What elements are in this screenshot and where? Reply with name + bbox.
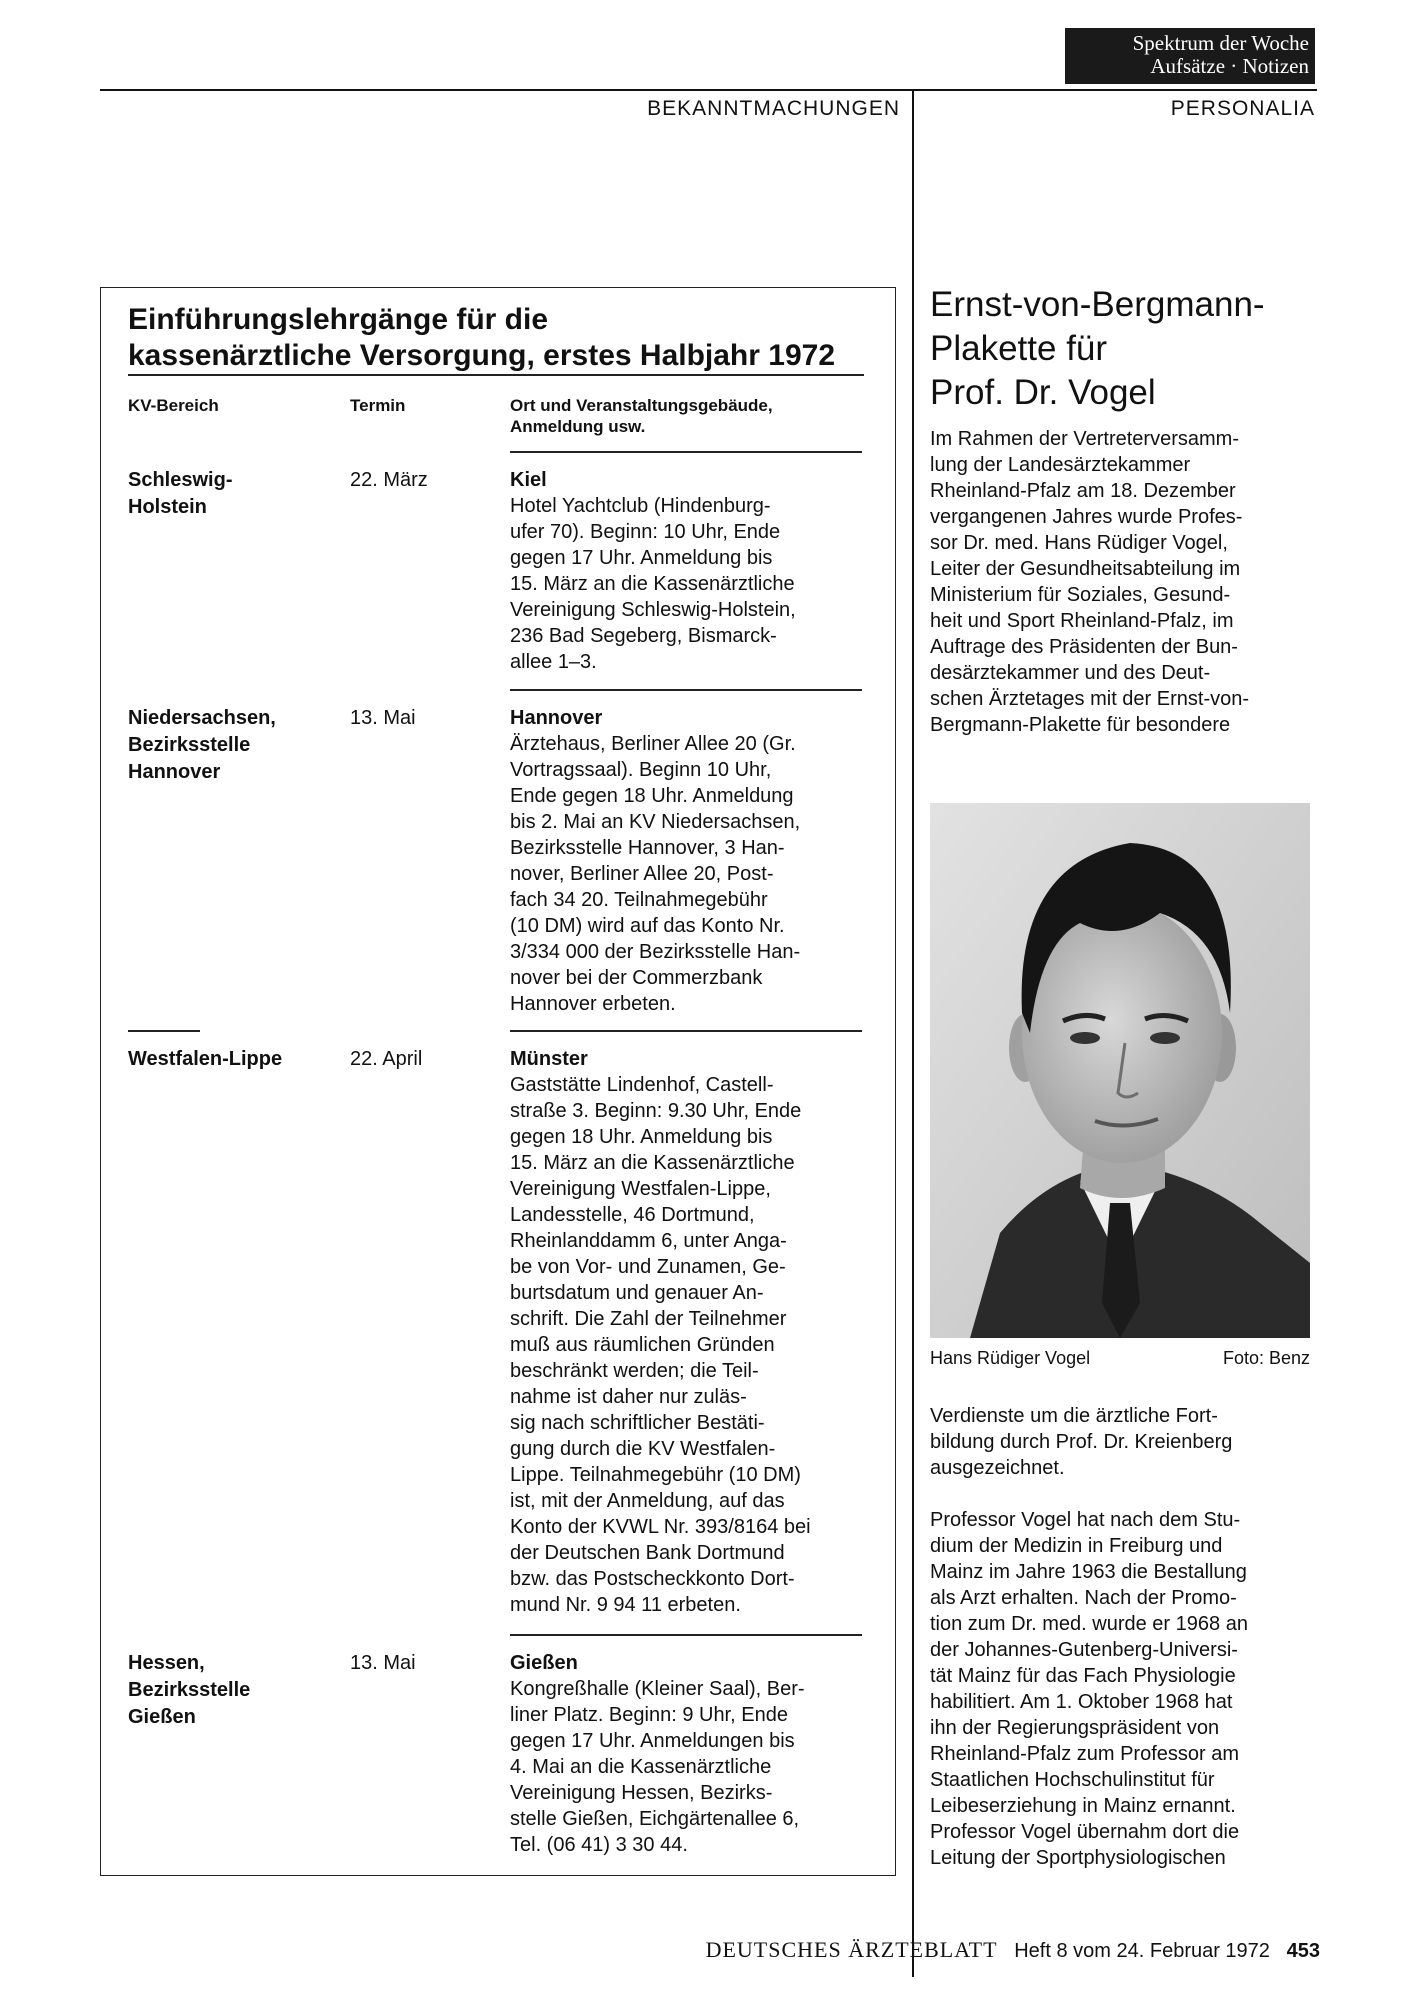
- row-venue: [510, 467, 862, 675]
- section-label-right: PERSONALIA: [1170, 97, 1315, 120]
- row-date: 22. April: [350, 1048, 423, 1070]
- title-rule: [128, 374, 864, 376]
- photo-credit: Foto: Benz: [1222, 1348, 1310, 1368]
- column-header-region: KV-Bereich: [128, 396, 219, 415]
- row-date: 22. März: [350, 469, 428, 491]
- top-rule: [100, 89, 1317, 91]
- journal-name: DEUTSCHES ÄRZTEBLATT: [705, 1937, 998, 1962]
- portrait-photo: [930, 803, 1310, 1338]
- column-header-venue: [510, 395, 862, 437]
- row-rule-short: [128, 1030, 200, 1032]
- row-venue: [510, 705, 862, 1017]
- row-date: 13. Mai: [350, 707, 416, 729]
- box-title: [128, 302, 868, 374]
- row-region: Schleswig- Holstein: [128, 469, 233, 518]
- photo-caption-name: Hans Rüdiger Vogel: [930, 1348, 1091, 1368]
- column-header-venue-line-1: Ort und Veranstaltungsgebäude,: [510, 396, 773, 415]
- issue-info: Heft 8 vom 24. Februar 1972: [1014, 1940, 1270, 1962]
- row-city: Münster: [510, 1048, 588, 1070]
- row-venue: [510, 1046, 862, 1618]
- column-divider: [912, 89, 914, 1977]
- row-city: Kiel: [510, 469, 547, 491]
- row-details: Ärztehaus, Berliner Allee 20 (Gr. Vortragssaal). Beginn 10 Uhr, Ende gegen 18 Uhr. Anmeldung bis 2. Mai an KV Niedersachsen, Bezirksstelle Hannover, 3 Han- nover, Berliner Allee 20, Post- fach 34 20. Teilnahmegebühr (10 DM) wird auf das Konto Nr. 3/334 000 der Bezirksstelle Han- nover bei der Commerzbank Hannover erbeten.: [510, 733, 801, 1015]
- section-badge: [1065, 28, 1315, 84]
- box-title-line-2: kassenärztliche Versorgung, erstes Halbjahr 1972: [128, 339, 836, 372]
- badge-line-2: Aufsätze · Notizen: [1150, 54, 1309, 78]
- header-rule: [510, 451, 862, 453]
- row-details: Gaststätte Lindenhof, Castell- straße 3. Beginn: 9.30 Uhr, Ende gegen 18 Uhr. Anmeldung bis 15. März an die Kassenärztliche Vereinigung Westfalen-Lippe, Landesstelle, 46 Dortmund, Rheinlanddamm 6, unter Anga- be von Vor- und Zunamen, Ge- burtsdatum und genauer An- schrift. Die Zahl der Teilnehmer muß aus räumlichen Gründen beschränkt werden; die Teil- nahme ist daher nur zuläs- sig nach schriftlicher Bestäti- gung durch die KV Westfalen- Lippe. Teilnahmegebühr (10 DM) ist, mit der Anmeldung, auf das Konto der KVWL Nr. 393/8164 bei der Deutschen Bank Dortmund bzw. das Postscheckkonto Dort- mund Nr. 9 94 11 erbeten.: [510, 1074, 811, 1616]
- row-rule: [510, 1634, 862, 1636]
- row-region: Westfalen-Lippe: [128, 1048, 283, 1070]
- row-details: Kongreßhalle (Kleiner Saal), Ber- liner Platz. Beginn: 9 Uhr, Ende gegen 17 Uhr. Anmeldungen bis 4. Mai an die Kassenärztliche Vereinigung Hessen, Bezirks- stelle Gießen, Eichgärtenallee 6, Tel. (06 41) 3 30 44.: [510, 1678, 805, 1856]
- article-paragraph-1: Im Rahmen der Vertreterversamm- lung der Landesärztekammer Rheinland-Pfalz am 18. Dezember vergangenen Jahres wurde Profes- sor Dr. med. Hans Rüdiger Vogel, Leiter der Gesundheitsabteilung im Ministerium für Soziales, Gesund- heit und Sport Rheinland-Pfalz, im Auftrage des Präsidenten der Bun- desärztekammer und des Deut- schen Ärztetages mit der Ernst-von- Bergmann-Plakette für besondere: [930, 428, 1250, 736]
- row-city: Gießen: [510, 1652, 578, 1674]
- row-rule: [510, 1030, 862, 1032]
- row-city: Hannover: [510, 707, 603, 729]
- column-header-date: Termin: [350, 396, 406, 415]
- footer-spacer: [1276, 1940, 1282, 1962]
- article-headline: Ernst-von-Bergmann- Plakette für Prof. Dr. Vogel: [930, 285, 1265, 412]
- section-label-left: BEKANNTMACHUNGEN: [647, 97, 900, 120]
- page-number: 453: [1286, 1940, 1320, 1962]
- row-rule: [510, 689, 862, 691]
- article-paragraph-3: Professor Vogel hat nach dem Stu- dium der Medizin in Freiburg und Mainz im Jahre 1963 die Bestallung als Arzt erhalten. Nach der Promo- tion zum Dr. med. wurde er 1968 an der Johannes-Gutenberg-Universi- tät Mainz für das Fach Physiologie habilitiert. Am 1. Oktober 1968 hat ihn der Regierungspräsident von Rheinland-Pfalz zum Professor am Staatlichen Hochschulinstitut für Leibeserziehung in Mainz ernannt. Professor Vogel übernahm dort die Leitung der Sportphysiologischen: [930, 1509, 1248, 1869]
- row-date: 13. Mai: [350, 1652, 416, 1674]
- box-title-line-1: Einführungslehrgänge für die: [128, 303, 549, 336]
- row-region: Niedersachsen, Bezirksstelle Hannover: [128, 707, 276, 783]
- row-details: Hotel Yachtclub (Hindenburg- ufer 70). Beginn: 10 Uhr, Ende gegen 17 Uhr. Anmeldung bis 15. März an die Kassenärztliche Vereinigung Schleswig-Holstein, 236 Bad Segeberg, Bismarck- allee 1–3.: [510, 495, 796, 673]
- column-header-venue-line-2: Anmeldung usw.: [510, 417, 646, 436]
- page-footer: [540, 1937, 1320, 1963]
- article-paragraph-2: Verdienste um die ärztliche Fort- bildung durch Prof. Dr. Kreienberg ausgezeichnet.: [930, 1405, 1233, 1479]
- footer-spacer: [1003, 1940, 1009, 1962]
- row-region: Hessen, Bezirksstelle Gießen: [128, 1652, 251, 1728]
- badge-line-1: Spektrum der Woche: [1132, 31, 1309, 55]
- row-venue: [510, 1650, 862, 1858]
- portrait-photo-illustration: [930, 803, 1310, 1338]
